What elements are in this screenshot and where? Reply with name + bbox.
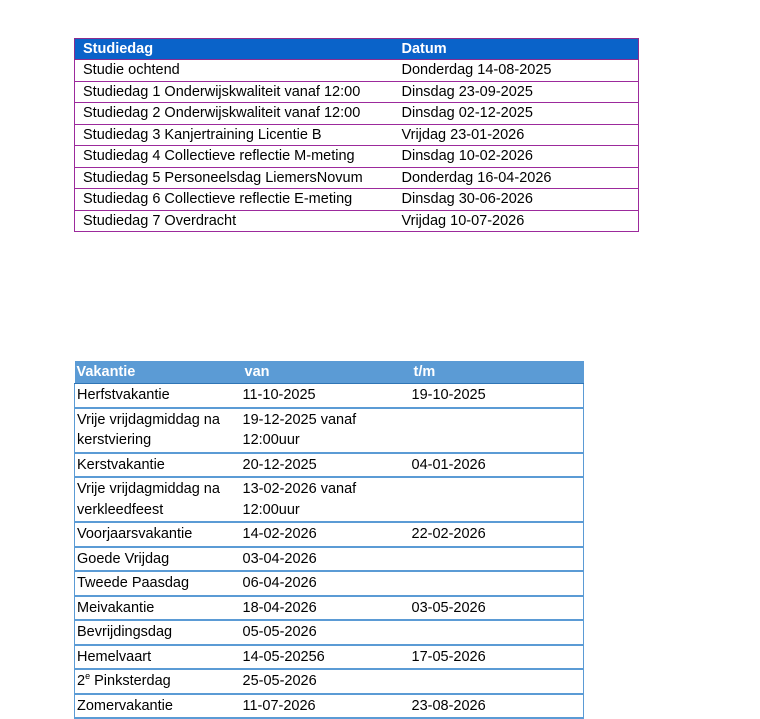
- table-header-row: [75, 39, 639, 60]
- studiedag-name: Studiedag 5 Personeelsdag LiemersNovum: [75, 167, 394, 189]
- vakantie-from: 11-07-2026: [243, 694, 412, 719]
- table-row: [75, 547, 584, 572]
- vakantie-name: Herfstvakantie: [75, 384, 243, 408]
- studiedag-name: Studiedag 6 Collectieve reflectie E-meting: [75, 189, 394, 211]
- vakantie-name: Goede Vrijdag: [75, 547, 243, 572]
- ordinal-suffix: e: [85, 671, 91, 681]
- vakantie-to: 23-08-2026: [412, 694, 584, 719]
- vakantie-from: 14-05-20256: [243, 645, 412, 670]
- vakantie-name: [75, 669, 243, 694]
- table-row: [75, 146, 639, 168]
- vakantie-to: [412, 620, 584, 645]
- ordinal-number: 2: [77, 673, 86, 689]
- table-row: [75, 669, 584, 694]
- vakantie-to: [412, 571, 584, 596]
- vakantie-from: 25-05-2026: [243, 669, 412, 694]
- table-row: [75, 384, 584, 408]
- studiedag-name: Studiedag 2 Onderwijskwaliteit vanaf 12:00: [75, 103, 394, 125]
- table-row: [75, 571, 584, 596]
- vakantie-from: 03-04-2026: [243, 547, 412, 572]
- vakantie-name: Vrije vrijdagmiddag na verkleedfeest: [75, 477, 243, 522]
- vakantie-to: [412, 408, 584, 453]
- table-row: [75, 694, 584, 719]
- vakantie-name: Tweede Paasdag: [75, 571, 243, 596]
- studiedag-date: Donderdag 14-08-2025: [394, 60, 639, 82]
- vakantie-to: 04-01-2026: [412, 453, 584, 478]
- vakantie-name: Kerstvakantie: [75, 453, 243, 478]
- table-row: [75, 60, 639, 82]
- table-header-row: [75, 361, 584, 384]
- vakantie-to: 19-10-2025: [412, 384, 584, 408]
- vakantie-name: Vrije vrijdagmiddag na kerstviering: [75, 408, 243, 453]
- studiedag-date: Vrijdag 23-01-2026: [394, 124, 639, 146]
- vakantie-from: 19-12-2025 vanaf 12:00uur: [243, 408, 412, 453]
- table-row: [75, 167, 639, 189]
- vakantie-to: 22-02-2026: [412, 522, 584, 547]
- studiedag-date: Dinsdag 10-02-2026: [394, 146, 639, 168]
- vakantie-from: 20-12-2025: [243, 453, 412, 478]
- vakantie-from: 06-04-2026: [243, 571, 412, 596]
- vakantie-to: [412, 669, 584, 694]
- column-header-studiedag: Studiedag: [75, 39, 394, 60]
- column-header-tm: t/m: [412, 361, 584, 384]
- vakantie-name: Bevrijdingsdag: [75, 620, 243, 645]
- studiedag-name: Studiedag 1 Onderwijskwaliteit vanaf 12:00: [75, 81, 394, 103]
- vakantie-name: Meivakantie: [75, 596, 243, 621]
- table-row: [75, 522, 584, 547]
- vakantie-from: 13-02-2026 vanaf 12:00uur: [243, 477, 412, 522]
- table-row: [75, 453, 584, 478]
- column-header-datum: Datum: [394, 39, 639, 60]
- table-row: [75, 81, 639, 103]
- table-row: [75, 477, 584, 522]
- studiedagen-table: [74, 38, 639, 232]
- vakantie-from: 14-02-2026: [243, 522, 412, 547]
- vakantie-name: Hemelvaart: [75, 645, 243, 670]
- vakantie-to: 03-05-2026: [412, 596, 584, 621]
- vakanties-table: [74, 361, 584, 719]
- vakantie-name: Zomervakantie: [75, 694, 243, 719]
- vakantie-name-rest: Pinksterdag: [90, 673, 171, 689]
- table-row: [75, 645, 584, 670]
- studiedag-date: Dinsdag 30-06-2026: [394, 189, 639, 211]
- column-header-van: van: [243, 361, 412, 384]
- studiedag-date: Vrijdag 10-07-2026: [394, 210, 639, 232]
- table-row: [75, 408, 584, 453]
- studiedag-name: Studie ochtend: [75, 60, 394, 82]
- studiedag-date: Donderdag 16-04-2026: [394, 167, 639, 189]
- vakantie-from: 11-10-2025: [243, 384, 412, 408]
- vakantie-to: [412, 477, 584, 522]
- table-row: [75, 124, 639, 146]
- vakantie-name: Voorjaarsvakantie: [75, 522, 243, 547]
- vakantie-to: [412, 547, 584, 572]
- table-row: [75, 596, 584, 621]
- column-header-vakantie: Vakantie: [75, 361, 243, 384]
- table-row: [75, 189, 639, 211]
- studiedag-name: Studiedag 4 Collectieve reflectie M-meting: [75, 146, 394, 168]
- table-row: [75, 620, 584, 645]
- vakantie-to: 17-05-2026: [412, 645, 584, 670]
- vakantie-from: 05-05-2026: [243, 620, 412, 645]
- studiedag-date: Dinsdag 02-12-2025: [394, 103, 639, 125]
- studiedag-name: Studiedag 7 Overdracht: [75, 210, 394, 232]
- table-row: [75, 210, 639, 232]
- vakantie-from: 18-04-2026: [243, 596, 412, 621]
- table-row: [75, 103, 639, 125]
- studiedag-name: Studiedag 3 Kanjertraining Licentie B: [75, 124, 394, 146]
- studiedag-date: Dinsdag 23-09-2025: [394, 81, 639, 103]
